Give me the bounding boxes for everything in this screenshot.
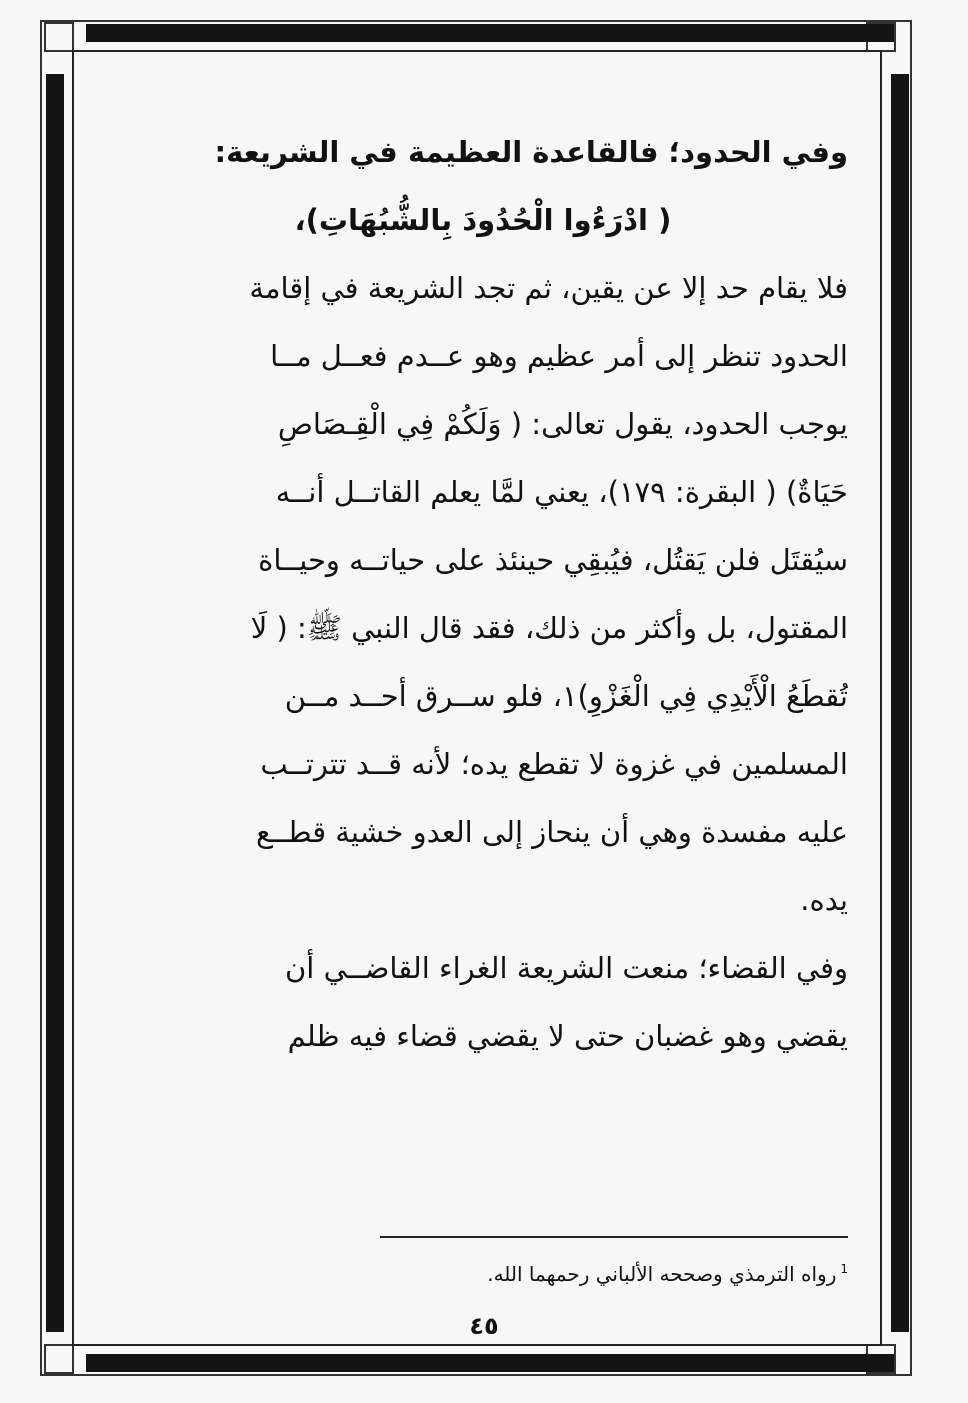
text-line-8: المقتول، بل وأكثر من ذلك، فقد قال النبي ﷺ: ( لَا xyxy=(250,611,848,645)
footnote-marker: 1 xyxy=(840,1262,848,1277)
page-number: ٤٥ xyxy=(469,1312,499,1340)
text-line-14: يقضي وهو غضبان حتى لا يقضي قضاء فيه ظلم xyxy=(287,1019,848,1053)
text-line-7: سيُقتَل فلن يَقتُل، فيُبقِي حينئذ على حياتــه وحيــاة xyxy=(258,543,848,577)
text-line-1: وفي الحدود؛ فالقاعدة العظيمة في الشريعة: xyxy=(214,135,848,169)
frame-bar-left xyxy=(46,74,64,1332)
text-line-12: يده. xyxy=(800,883,848,917)
text-line-3: فلا يقام حد إلا عن يقين، ثم تجد الشريعة في إقامة xyxy=(249,271,848,305)
text-line-6: حَيَاةٌ) ( البقرة: ١٧٩)، يعني لمَّا يعلم القاتــل أنــه xyxy=(275,475,848,509)
frame-bar-top xyxy=(86,24,894,42)
text-line-4: الحدود تنظر إلى أمر عظيم وهو عــدم فعــل مــا xyxy=(270,339,848,373)
text-line-5: يوجب الحدود، يقول تعالى: ( وَلَكُمْ فِي الْقِـصَاصِ xyxy=(277,407,848,441)
footnote-text: رواه الترمذي وصححه الألباني رحمهما الله. xyxy=(487,1262,837,1286)
frame-corner-top-left xyxy=(44,22,74,52)
footnote-separator xyxy=(380,1236,848,1238)
text-line-10: المسلمين في غزوة لا تقطع يده؛ لأنه قــد تترتــب xyxy=(260,747,848,781)
text-line-9: تُقطَعُ الْأَيْدِي فِي الْغَزْوِ)١، فلو ســرق أحــد مــن xyxy=(284,679,848,713)
frame-bar-right xyxy=(891,74,909,1332)
text-line-13: وفي القضاء؛ منعت الشريعة الغراء القاضــي أن xyxy=(285,951,848,985)
footnote xyxy=(487,1262,848,1286)
body-text xyxy=(118,118,848,1070)
frame-corner-bottom-left xyxy=(44,1344,74,1374)
hadith-quote-line: ( ادْرَءُوا الْحُدُودَ بِالشُّبُهَاتِ)، xyxy=(294,203,672,237)
text-line-11: عليه مفسدة وهي أن ينحاز إلى العدو خشية قطــع xyxy=(256,815,848,849)
frame-bar-bottom xyxy=(86,1354,894,1372)
